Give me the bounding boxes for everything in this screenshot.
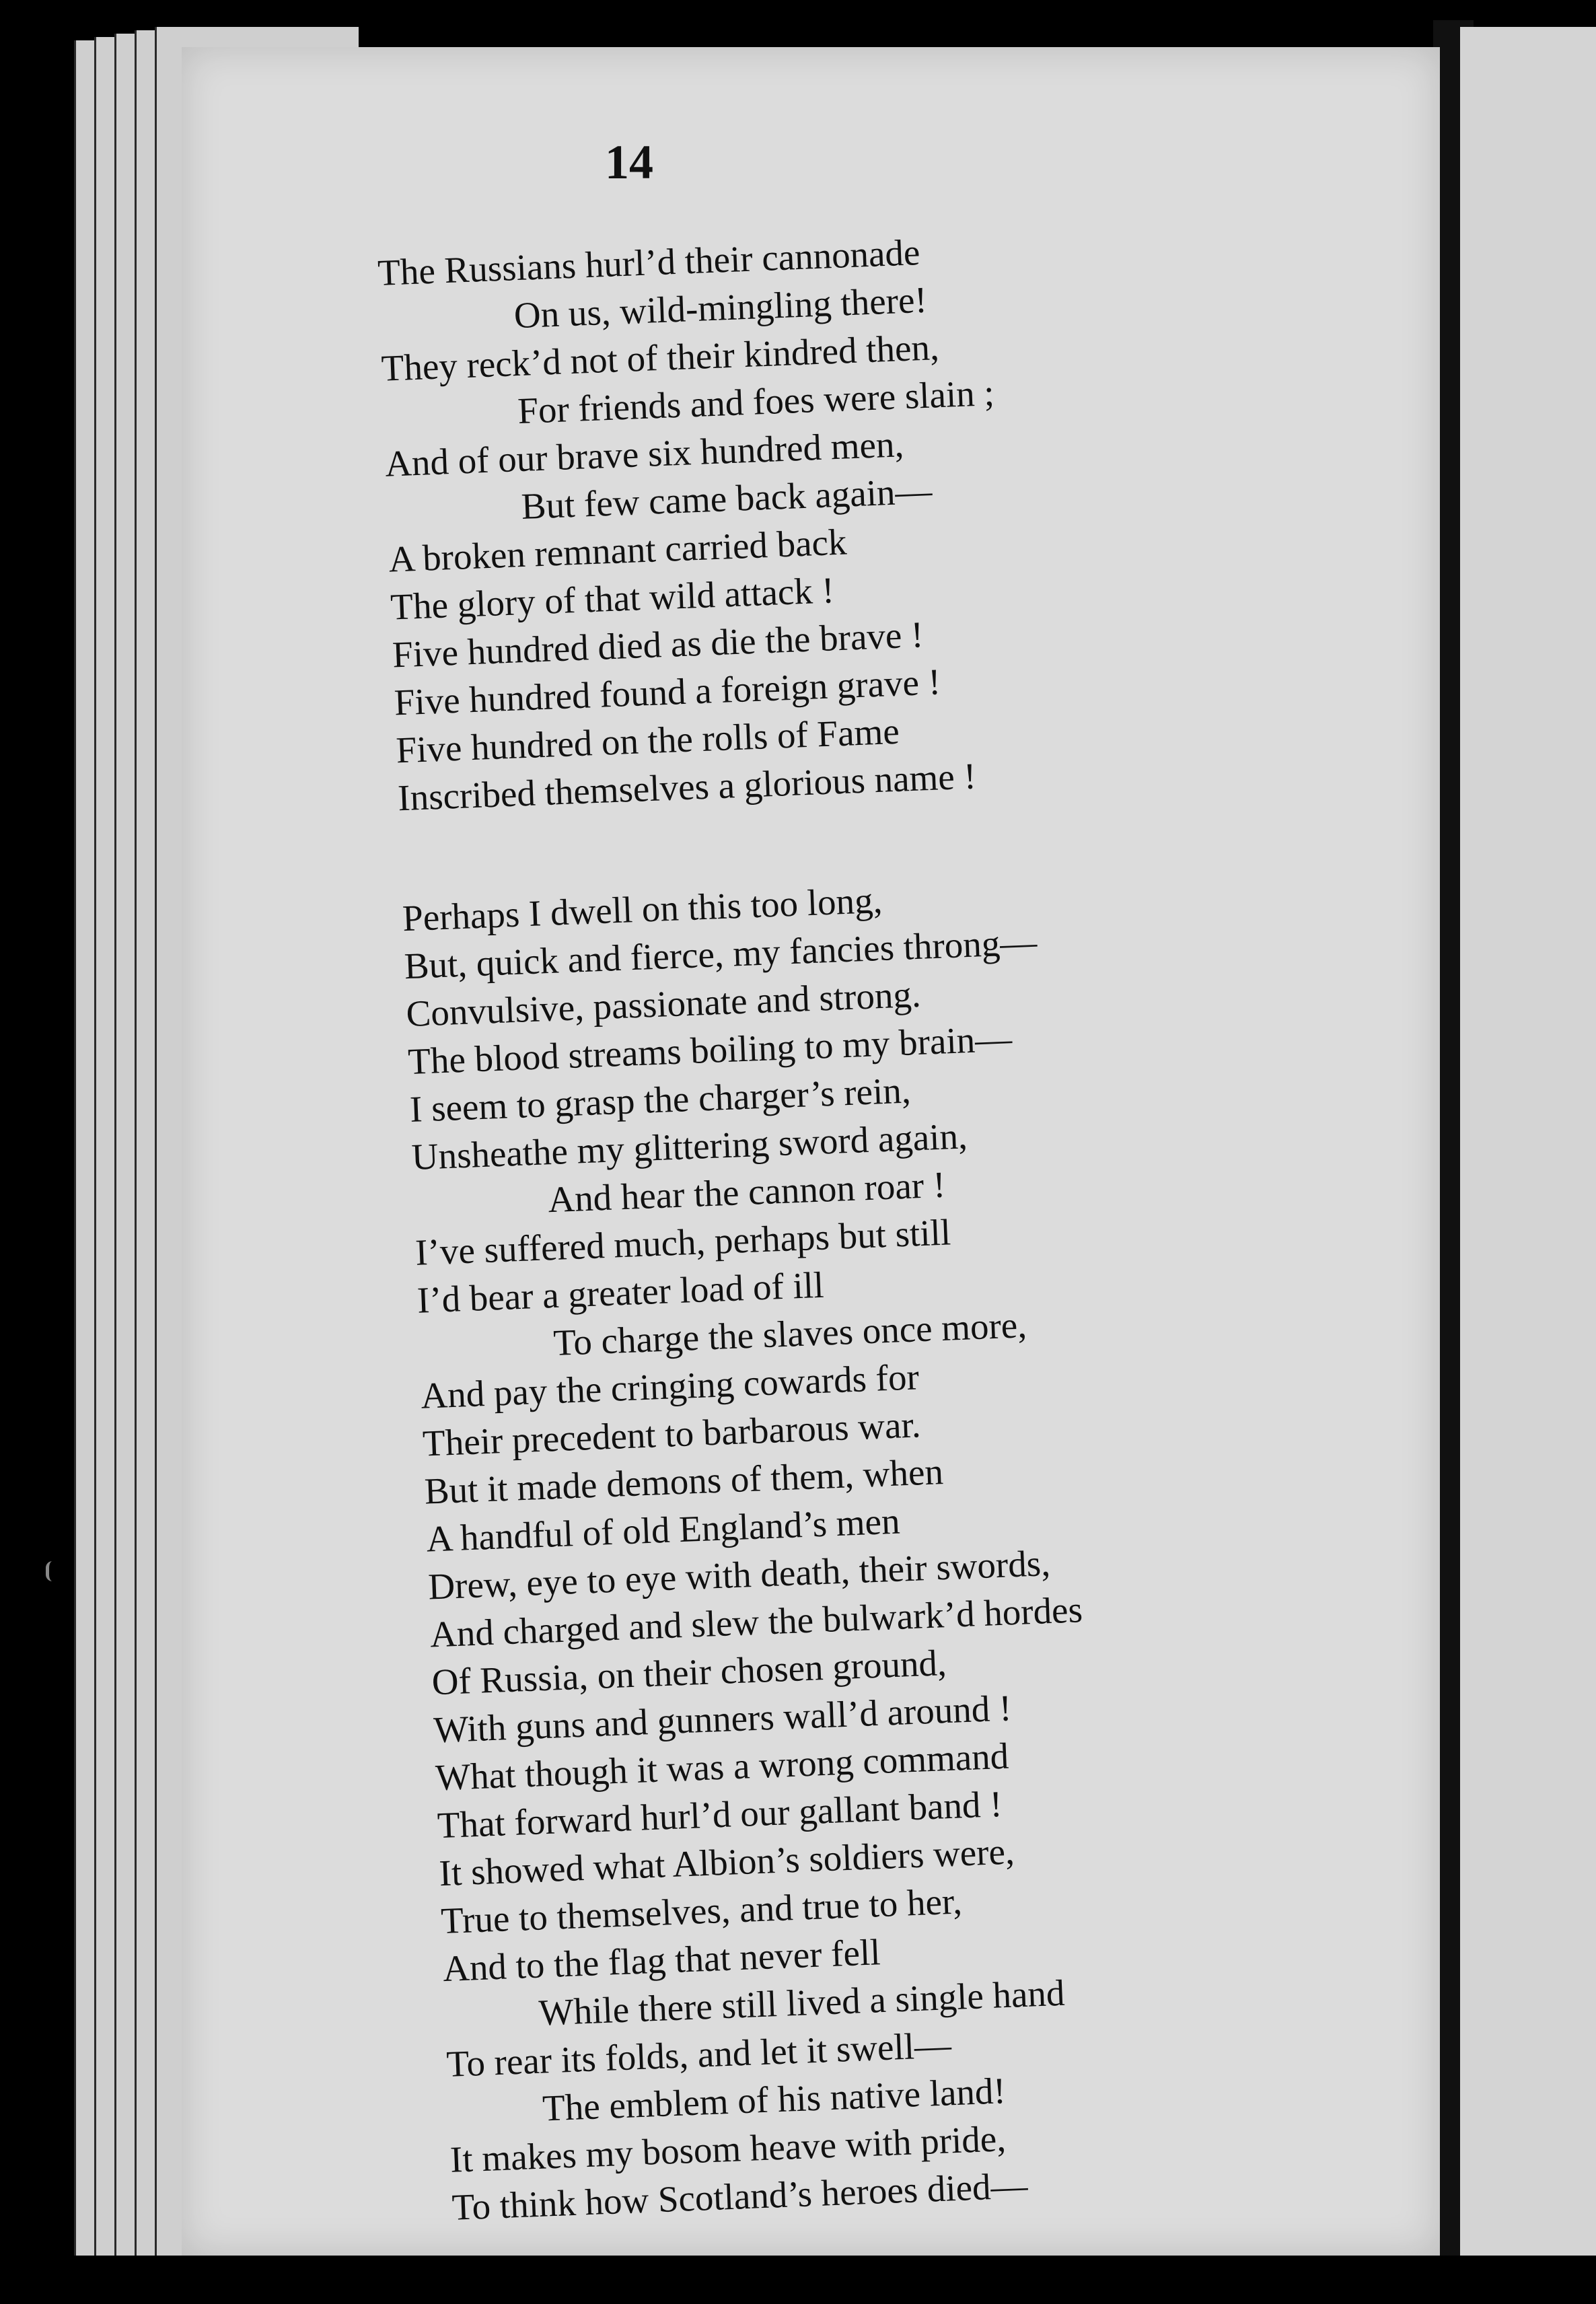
poem-line: But few came back again— [520,470,933,528]
poem-line: The glory of that wild attack ! [390,569,835,628]
poem-line: Five hundred on the rolls of Fame [395,710,900,771]
poem-line: Inscribed themselves a glorious name ! [397,755,977,819]
poem-line: Unsheathe my glittering sword again, [410,1115,968,1178]
poem-line: Five hundred died as die the brave ! [391,614,924,676]
book-page [182,47,1440,2256]
poem-line: That forward hurl’d our gallant band ! [436,1783,1003,1846]
poem-line: They reck’d not of their kindred then, [380,326,940,389]
poem-text [377,208,1531,2304]
poem-line: I’d bear a greater load of ill [416,1264,825,1321]
poem-line: Drew, eye to eye with death, their swords, [427,1542,1051,1608]
poem-line: Perhaps I dwell on this too long, [402,879,883,939]
poem-line: It makes my bosom heave with pride, [449,2118,1007,2180]
poem-line: While there still lived a single hand [538,1972,1066,2033]
poem-line: On us, wild-mingling there! [513,279,928,336]
poem-line: But it made demons of them, when [423,1451,944,1512]
poem-line: The Russians hurl’d their cannonade [377,231,921,293]
poem-line: Their precedent to barbarous war. [422,1404,922,1464]
poem-line: And charged and slew the bulwark’d hordes [429,1589,1083,1655]
stanza [402,853,1529,2231]
page-number: 14 [605,135,653,189]
poem-line: But, quick and fierce, my fancies throng— [403,921,1038,987]
poem-line: What though it was a wrong command [435,1735,1010,1799]
poem-line: It showed what Albion’s soldiers were, [438,1830,1015,1894]
poem-line: The emblem of his native land! [542,2070,1007,2129]
poem-line: With guns and gunners wall’d around ! [433,1687,1013,1751]
poem-line: I seem to grasp the charger’s rein, [408,1069,912,1130]
poem-line: A handful of old England’s men [425,1500,901,1560]
poem-line: Five hundred found a foreign grave ! [393,661,941,723]
stanza [377,208,1475,822]
poem-line: Of Russia, on their chosen ground, [431,1642,947,1703]
poem-line: True to themselves, and true to her, [440,1880,963,1942]
poem-line: And pay the cringing cowards for [420,1356,920,1416]
poem-line: A broken remnant carried back [388,521,848,580]
poem-line: To charge the slaves once more, [552,1304,1027,1364]
poem-line: To think how Scotland’s heroes died— [451,2165,1029,2228]
poem-line: The blood streams boiling to my brain— [407,1017,1013,1083]
poem-line: And of our brave six hundred men, [384,423,905,484]
poem-line: And to the flag that never fell [442,1931,881,1990]
poem-line: To rear its folds, and let it swell— [445,2024,952,2085]
poem-line: For friends and foes were slain ; [517,371,995,432]
poem-line: I’ve suffered much, perhaps but still [414,1211,952,1273]
scan-artifact [46,1561,56,1581]
poem-line: And hear the cannon roar ! [547,1163,947,1221]
poem-line: Convulsive, passionate and strong. [405,973,922,1035]
